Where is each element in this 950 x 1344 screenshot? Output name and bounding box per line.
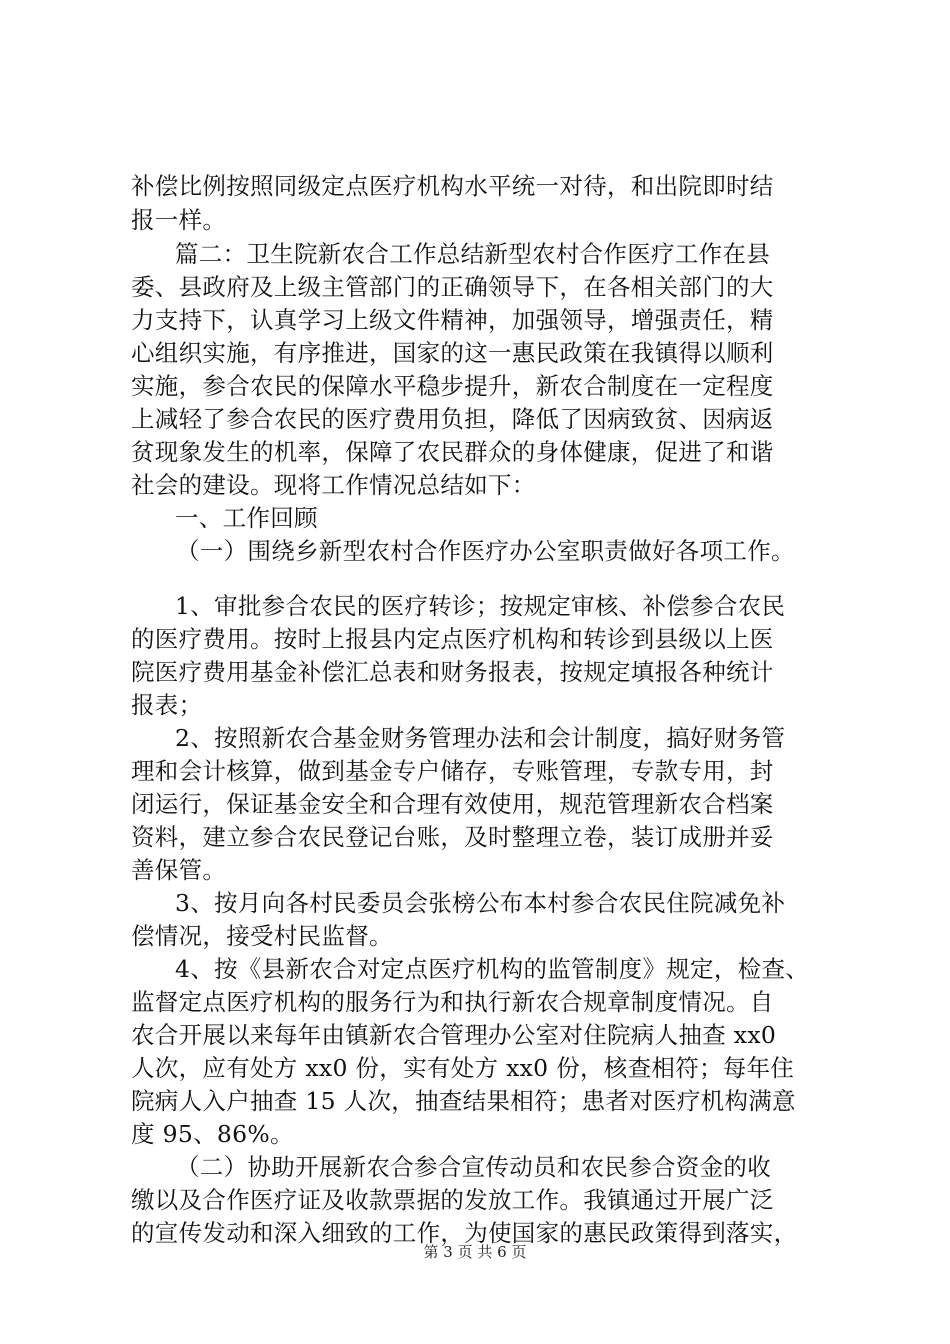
text-line: 闭运行，保证基金安全和合理有效使用，规范管理新农合档案	[131, 790, 774, 818]
text-line: 的医疗费用。按时上报县内定点医疗机构和转诊到县级以上医	[131, 625, 774, 653]
text-line: 心组织实施，有序推进，国家的这一惠民政策在我镇得以顺利	[131, 339, 774, 367]
text-line: 2、按照新农合基金财务管理办法和会计制度，搞好财务管	[175, 724, 786, 752]
text-line: 善保管。	[131, 856, 227, 884]
text-line: 偿情况，接受村民监督。	[131, 922, 393, 950]
text-line: 院医疗费用基金补偿汇总表和财务报表，按规定填报各种统计	[131, 658, 774, 686]
text-line: 贫现象发生的机率，保障了农民群众的身体健康，促进了和谐	[131, 438, 774, 466]
text-line: 社会的建设。现将工作情况总结如下：	[131, 471, 536, 499]
text-line: 度 95、86%。	[131, 1120, 294, 1148]
text-line: 力支持下，认真学习上级文件精神，加强领导，增强责任，精	[131, 306, 774, 334]
text-line: 监督定点医疗机构的服务行为和执行新农合规章制度情况。自	[131, 988, 774, 1016]
text-line: 上减轻了参合农民的医疗费用负担，降低了因病致贫、因病返	[131, 405, 774, 433]
text-line: 4、按《县新农合对定点医疗机构的监管制度》规定，检查、	[175, 955, 810, 983]
text-line: 委、县政府及上级主管部门的正确领导下，在各相关部门的大	[131, 273, 774, 301]
page-number: 第 3 页 共 6 页	[423, 1243, 527, 1261]
text-line: 理和会计核算，做到基金专户储存，专账管理，专款专用，封	[131, 757, 774, 785]
subsection-heading: （一）围绕乡新型农村合作医疗办公室职责做好各项工作。	[176, 537, 795, 565]
text-line: 报表；	[131, 691, 203, 719]
text-line: 缴以及合作医疗证及收款票据的发放工作。我镇通过开展广泛	[131, 1186, 774, 1214]
text-line: 篇二：卫生院新农合工作总结新型农村合作医疗工作在县	[175, 240, 770, 268]
section-heading: 一、工作回顾	[175, 504, 318, 532]
text-line: 的宣传发动和深入细致的工作，为使国家的惠民政策得到落实，	[131, 1219, 798, 1247]
text-line: 3、按月向各村民委员会张榜公布本村参合农民住院减免补	[175, 889, 786, 917]
text-line: 实施，参合农民的保障水平稳步提升，新农合制度在一定程度	[131, 372, 774, 400]
text-line: 补偿比例按照同级定点医疗机构水平统一对待，和出院即时结	[131, 172, 774, 200]
text-line: 报一样。	[131, 206, 227, 234]
text-line: 人次，应有处方 xx0 份，实有处方 xx0 份，核查相符；每年住	[131, 1054, 795, 1082]
text-line: 资料，建立参合农民登记台账，及时整理立卷，装订成册并妥	[131, 823, 774, 851]
text-line: 院病人入户抽查 15 人次，抽查结果相符；患者对医疗机构满意	[131, 1087, 796, 1115]
text-line: （二）协助开展新农合参合宣传动员和农民参合资金的收	[176, 1153, 771, 1181]
text-line: 农合开展以来每年由镇新农合管理办公室对住院病人抽查 xx0	[131, 1021, 777, 1049]
text-line: 1、审批参合农民的医疗转诊；按规定审核、补偿参合农民	[175, 592, 786, 620]
